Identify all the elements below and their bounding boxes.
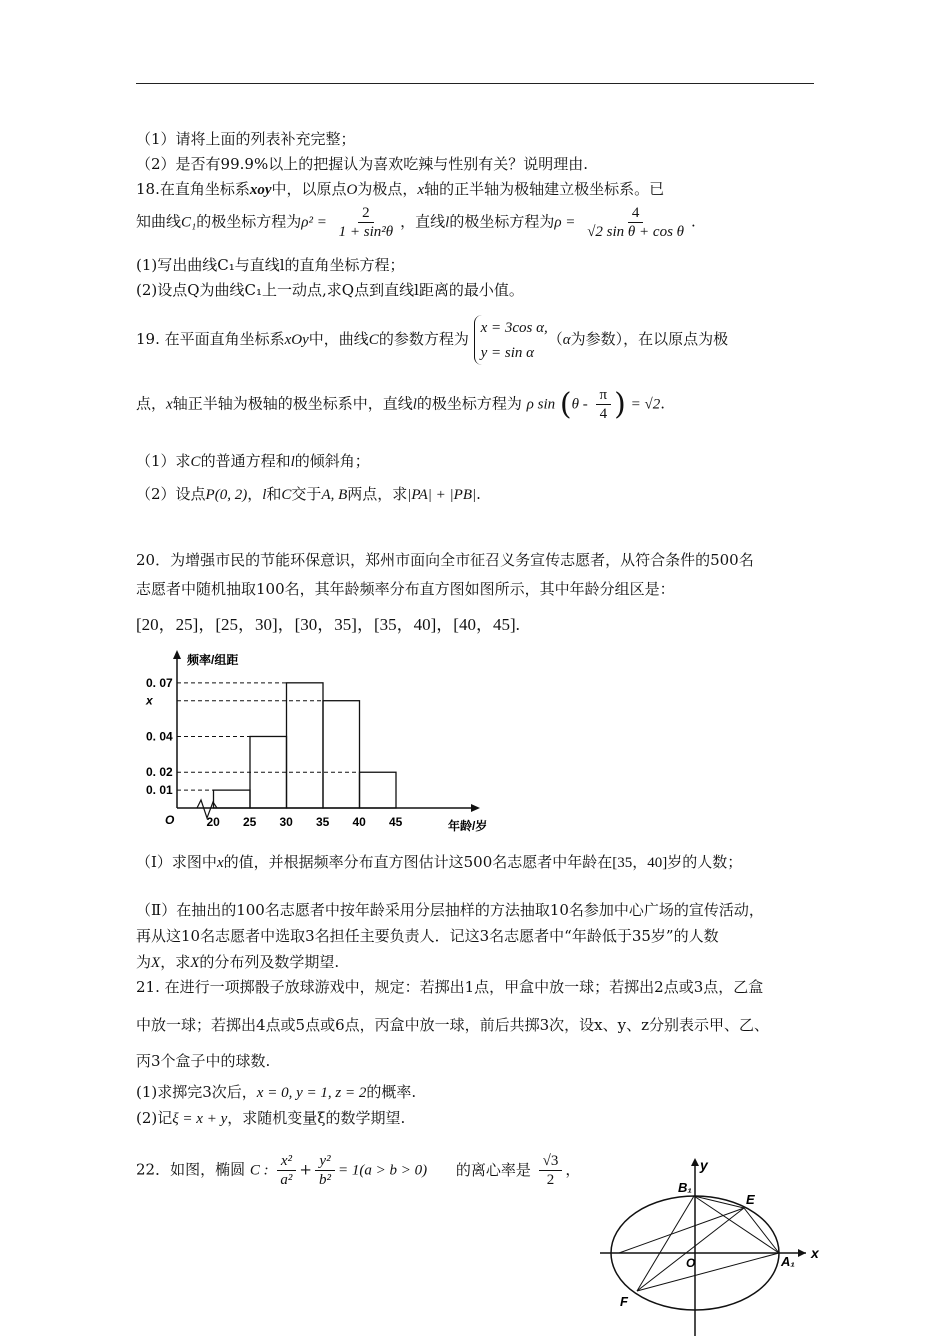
- q18-line2: 知曲线C₁的极坐标方程为ρ² = $\frac{2}{\text{1 + sin²θ}}$ ，直线l的极坐标方程为ρ = $\frac{4}{\text{√2 sin θ + cos θ}}$ .: [136, 205, 696, 240]
- x-label: x: [811, 1245, 819, 1261]
- y-axis-arrow: [691, 1158, 699, 1166]
- A1-label: A₁: [781, 1254, 795, 1269]
- ytick-label: 0. 04: [146, 729, 173, 744]
- segment-B1A1: [694, 1196, 779, 1253]
- q21-line2: 中放一球；若掷出4点或5点或6点，丙盒中放一球，前后共掷3次，设x、y、z分别表示甲、乙、: [136, 1016, 770, 1034]
- q20-part2-line1: （Ⅱ）在抽出的100名志愿者中按年龄采用分层抽样的方法抽取10名参加中心广场的宣传活动，: [136, 901, 764, 919]
- q18-line1: 18.在直角坐标系xoy中，以原点O为极点，x轴的正半轴为极轴建立极坐标系。已: [136, 180, 665, 198]
- q20-part1: （Ⅰ）求图中x的值，并根据频率分布直方图估计这500名志愿者中年龄在[35，40]岁的人数；: [136, 853, 743, 871]
- q21-line1: 21. 在进行一项掷骰子放球游戏中，规定：若掷出1点，甲盒中放一球；若掷出2点或3点，乙盒: [136, 978, 764, 996]
- segment-FE: [637, 1208, 744, 1291]
- xtick-label: 40: [352, 815, 366, 829]
- y-label: y: [700, 1157, 708, 1173]
- header-rule: [136, 83, 814, 84]
- q19-parametric-system: x = 3cos α, y = sin α: [474, 315, 548, 365]
- q19-line2: 点，x轴正半轴为极轴的极坐标系中，直线l的极坐标方程为 ρ sin (θ - $\frac{\pi}{4}$ ) = √2.: [136, 387, 666, 422]
- xtick-label: 25: [243, 815, 257, 829]
- q21-line3: 丙3个盒子中的球数.: [136, 1052, 271, 1070]
- y-axis-arrow: [173, 650, 181, 659]
- ytick-label: x: [146, 693, 153, 708]
- histogram-labels: [145, 652, 487, 833]
- age-histogram: [140, 648, 520, 838]
- bar-40-45: [360, 772, 397, 808]
- B1-label: B₁: [678, 1180, 692, 1195]
- q20-part2-line2: 再从这10名志愿者中选取3名担任主要负责人．记这3名志愿者中“年龄低于35岁”的人数: [136, 927, 719, 945]
- q18-fraction-1: $\frac{2}{\text{1 + sin²θ}}$: [338, 205, 394, 240]
- q19-pi-fraction: $\frac{\pi}{4}$: [596, 386, 612, 423]
- q17-part1: （1）请将上面的列表补充完整；: [136, 130, 356, 148]
- q20-line2: 志愿者中随机抽取100名，其年龄频率分布直方图如图所示，其中年龄分组区是：: [136, 580, 675, 598]
- xtick-label: 35: [316, 815, 330, 829]
- ytick-label: 0. 02: [146, 765, 173, 780]
- E-label: E: [746, 1192, 755, 1207]
- q18-fraction-2: $\frac{4}{\text{√2 sin θ + cos θ}}$: [587, 205, 685, 240]
- origin-label: O: [165, 813, 175, 827]
- q19-part2: （2）设点P(0, 2)，l和C交于A, B两点，求|PA| + |PB|.: [136, 485, 481, 503]
- q18-part1: (1)写出曲线C₁与直线l的直角坐标方程；: [136, 256, 405, 274]
- x-axis-title: 年龄/岁: [448, 819, 488, 833]
- ellipse-figure: [594, 1150, 834, 1340]
- bar-35-40: [323, 701, 360, 808]
- segment-to-E: [619, 1208, 744, 1253]
- segment-FA1: [637, 1253, 779, 1291]
- histogram-bars: [214, 683, 397, 808]
- q20-part2-line3: 为X，求X的分布列及数学期望.: [136, 953, 340, 971]
- q21-part1: (1)求掷完3次后，x = 0, y = 1, z = 2的概率.: [136, 1083, 417, 1101]
- q18-part2: (2)设点Q为曲线C₁上一动点,求Q点到直线l距离的最小值。: [136, 281, 524, 299]
- q20-line1: 20．为增强市民的节能环保意识，郑州市面向全市征召义务宣传志愿者，从符合条件的500名: [136, 551, 754, 569]
- x-axis-arrow: [471, 804, 480, 812]
- q19-part1: （1）求C的普通方程和l的倾斜角；: [136, 452, 370, 470]
- xtick-label: 45: [389, 815, 403, 829]
- y-axis-title: 频率/组距: [187, 653, 239, 667]
- O-label: O: [686, 1256, 696, 1270]
- q19-line1: 19. 在平面直角坐标系xOy中，曲线C的参数方程为 x = 3cos α, y = sin α（α为参数），在以原点为极: [136, 315, 728, 365]
- segment-EA1: [744, 1208, 779, 1253]
- ytick-label: 0. 07: [146, 675, 173, 690]
- q21-part2: (2)记ξ = x + y，求随机变量ξ的数学期望.: [136, 1109, 406, 1127]
- q20-intervals: [20，25]，[25，30]，[30，35]，[35，40]，[40，45].: [136, 615, 520, 634]
- xtick-label: 20: [206, 815, 220, 829]
- x-axis-arrow: [798, 1249, 806, 1257]
- bar-30-35: [287, 683, 324, 808]
- bar-20-25: [214, 790, 251, 808]
- q17-part2: （2）是否有99.9%以上的把握认为喜欢吃辣与性别有关？说明理由.: [136, 155, 588, 173]
- q22-line1: 22．如图，椭圆 C : $\frac{\text{x²}}{\text{a²}}$ + $\frac{\text{y²}}{\text{b²}}$ = 1(a > b > 0) 的离心率是 $\frac{√3}{2}$ ，: [136, 1153, 581, 1188]
- F-label: F: [620, 1294, 628, 1309]
- histogram-axes: [173, 650, 480, 818]
- ytick-label: 0. 01: [146, 783, 173, 798]
- xtick-label: 30: [279, 815, 293, 829]
